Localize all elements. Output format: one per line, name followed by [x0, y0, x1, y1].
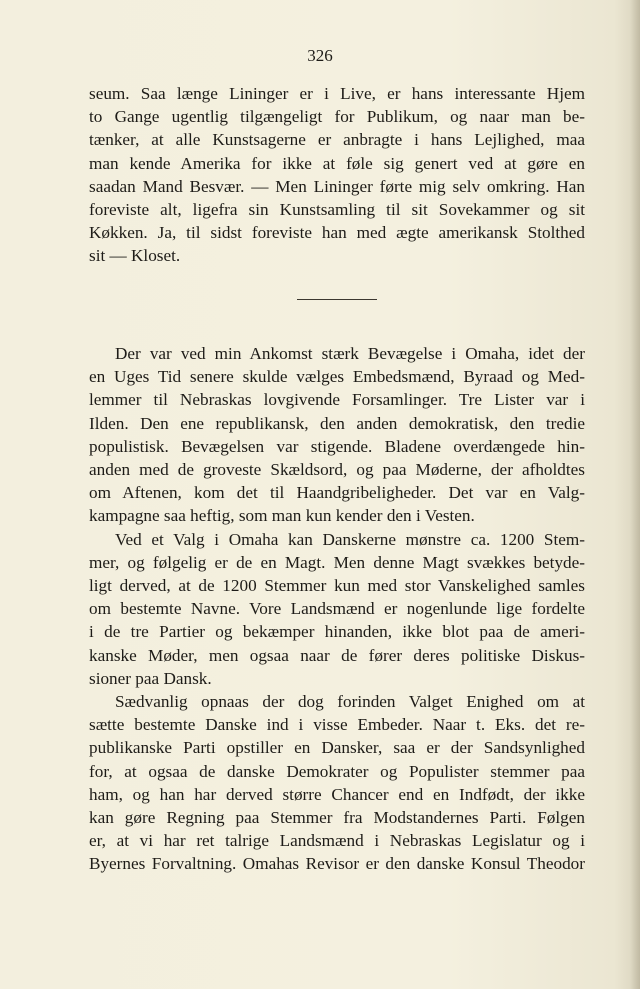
- text-line: Sædvanlig opnaas der dog forinden Valget Enighed om at: [115, 692, 585, 711]
- text-line: om Aftenen, kom det til Haandgribeligheder. Det var en Valg-: [89, 483, 585, 503]
- paragraph-omaha-election: [89, 342, 585, 528]
- text-line: sætte bestemte Danske ind i visse Embeder. Naar t. Eks. det re-: [89, 715, 585, 735]
- paragraph-lininger-home: [89, 82, 585, 268]
- text-line: Køkken. Ja, til sidst foreviste han med ægte amerikansk Stolthed: [89, 223, 585, 243]
- text-line: om bestemte Navne. Vore Landsmænd er nogenlunde lige fordelte: [89, 599, 585, 619]
- text-line: for, at ogsaa de danske Demokrater og Populister stemmer paa: [89, 761, 585, 781]
- text-line: en Uges Tid senere skulde vælges Embedsmænd, Byraad og Med-: [89, 367, 585, 387]
- page-number: 326: [307, 46, 333, 65]
- text-line: kampagne saa heftig, som man kun kender den i Vesten.: [89, 506, 475, 526]
- text-line: seum. Saa længe Lininger er i Live, er hans interessante Hjem: [89, 84, 585, 103]
- text-line: er, at vi har ret talrige Landsmænd i Nebraskas Legislatur og i: [89, 831, 585, 851]
- text-line: Ilden. Den ene republikansk, den anden demokratisk, den tredie: [89, 413, 585, 433]
- text-line: to Gange ugentlig tilgængeligt for Publikum, og naar man be-: [89, 107, 585, 127]
- text-line: publikanske Parti opstiller en Dansker, saa er der Sandsynlighed: [89, 738, 585, 758]
- text-line: ham, og han har derved større Chancer end en Indfødt, der ikke: [89, 784, 585, 804]
- section-divider: [297, 299, 377, 300]
- text-line: lemmer til Nebraskas lovgivende Forsamlinger. Tre Lister var i: [89, 390, 585, 410]
- paragraph-danish-votes: [89, 528, 585, 690]
- text-line: Der var ved min Ankomst stærk Bevægelse i Omaha, idet der: [115, 344, 585, 363]
- text-line: i de tre Partier og bekæmper hinanden, ikke blot paa de ameri-: [89, 622, 585, 642]
- text-line: kan gøre Regning paa Stemmer fra Modstandernes Parti. Følgen: [89, 808, 585, 828]
- paragraph-party-agreement: [89, 690, 585, 876]
- text-line: tænker, at alle Kunstsagerne er anbragte i hans Lejlighed, maa: [89, 130, 585, 150]
- text-line: anden med de groveste Skældsord, og paa Møderne, der afholdtes: [89, 460, 585, 480]
- page-edge-shadow: [630, 0, 640, 989]
- text-line: kanske Møder, men ogsaa naar de fører deres politiske Diskus-: [89, 645, 585, 665]
- text-line: foreviste alt, ligefra sin Kunstsamling til sit Sovekammer og sit: [89, 200, 585, 220]
- text-line: Byernes Forvaltning. Omahas Revisor er den danske Konsul Theodor: [89, 854, 585, 874]
- text-line: man kende Amerika for ikke at føle sig genert ved at gøre en: [89, 153, 585, 173]
- text-line: Ved et Valg i Omaha kan Danskerne mønstre ca. 1200 Stem-: [115, 529, 585, 549]
- text-line: saadan Mand Besvær. — Men Lininger førte mig selv omkring. Han: [89, 176, 585, 196]
- text-line: sit — Kloset.: [89, 246, 181, 266]
- text-line: populistisk. Bevægelsen var stigende. Bladene overdængede hin-: [89, 436, 585, 456]
- text-line: ligt derved, at de 1200 Stemmer kun med stor Vanskelighed samles: [89, 576, 585, 595]
- text-line: sioner paa Dansk.: [89, 668, 212, 688]
- text-line: mer, og følgelig er de en Magt. Men denne Magt svækkes betyde-: [89, 552, 585, 572]
